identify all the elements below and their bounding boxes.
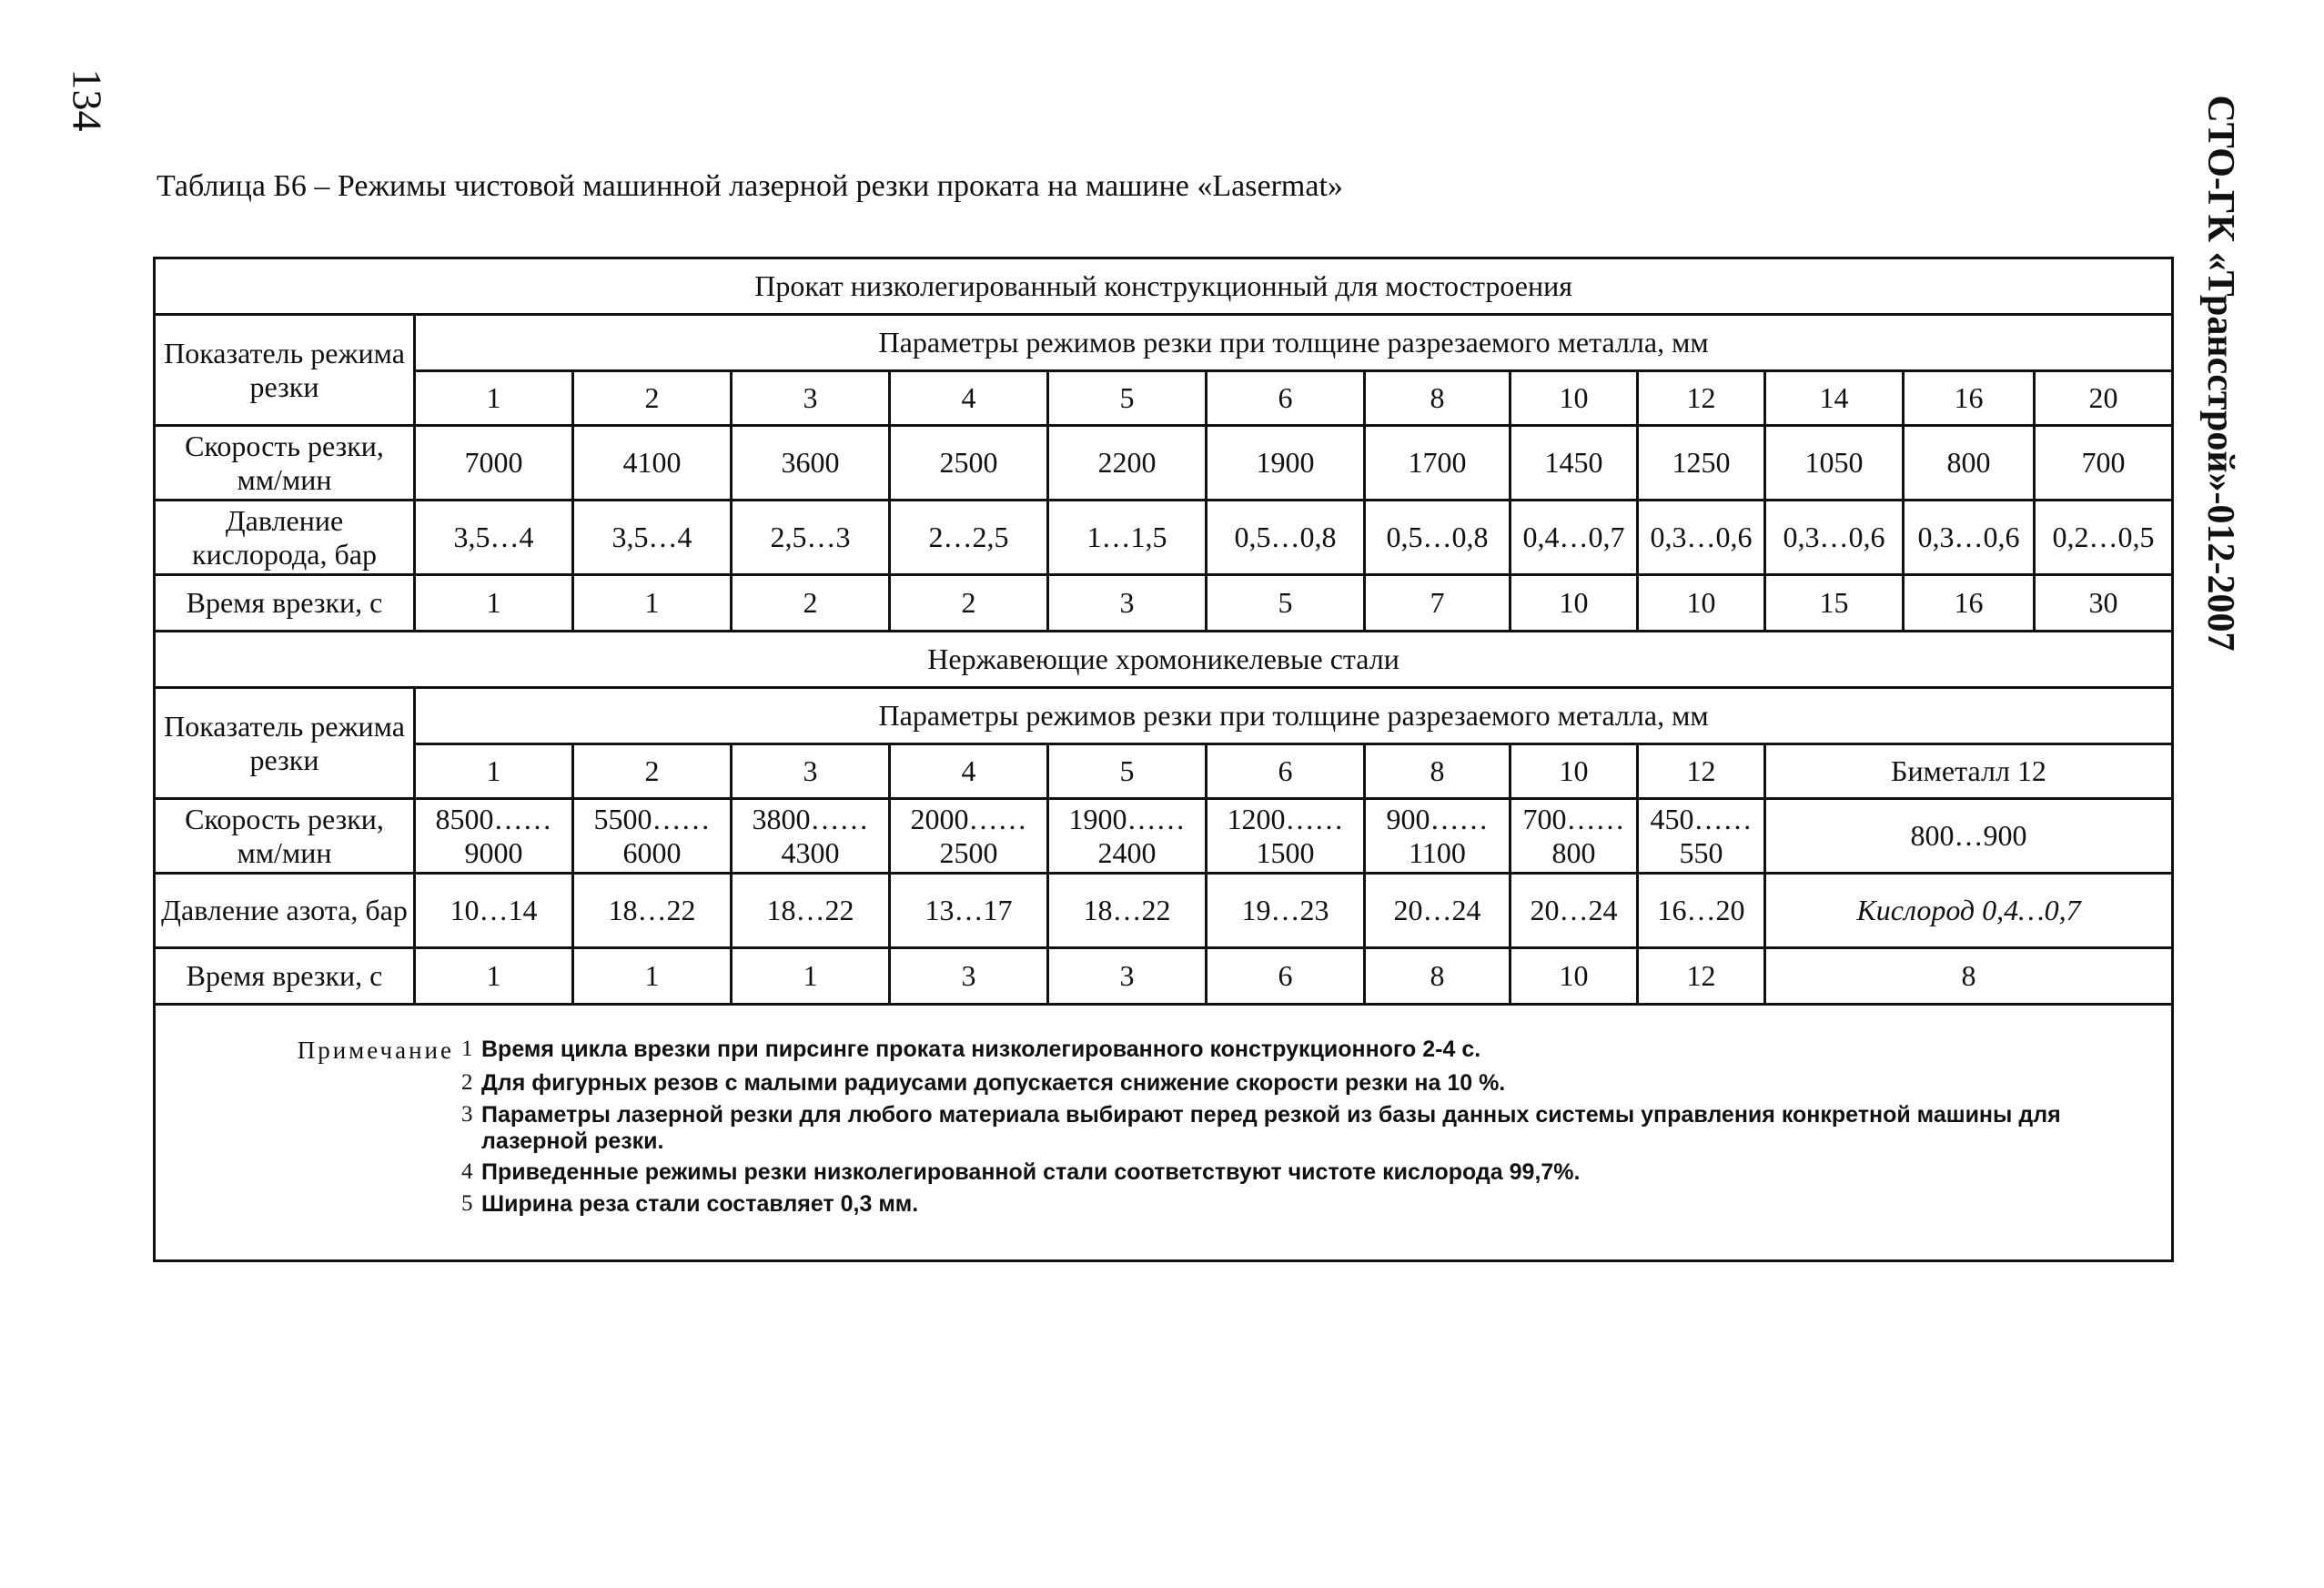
section1-value-cell: 2 bbox=[732, 575, 890, 632]
section1-value-cell: 7 bbox=[1365, 575, 1511, 632]
section1-value-cell: 16 bbox=[1904, 575, 2035, 632]
table-caption: Таблица Б6 – Режимы чистовой машинной лазерной резки проката на машине «Lasermat» bbox=[157, 169, 1343, 203]
section2-value-cell: 3 bbox=[1048, 948, 1207, 1005]
section1-row-label: Время врезки, с bbox=[155, 575, 415, 632]
section2-value-cell: 20…24 bbox=[1365, 874, 1511, 948]
note-number: 1 bbox=[461, 1037, 473, 1061]
section1-value-cell: 3 bbox=[1048, 575, 1207, 632]
note-item bbox=[261, 1070, 2162, 1097]
section1-value-cell: 4100 bbox=[573, 426, 732, 501]
section2-value-cell: 10 bbox=[1511, 948, 1638, 1005]
section2-row-label: Время врезки, с bbox=[155, 948, 415, 1005]
section2-value-cell: 8500……9000 bbox=[415, 799, 573, 874]
section2-value-cell: 8 bbox=[1365, 948, 1511, 1005]
section2-value-cell: 16…20 bbox=[1638, 874, 1765, 948]
section1-thickness-cell: 1 bbox=[415, 371, 573, 426]
section2-thickness-cell: 12 bbox=[1638, 744, 1765, 799]
section2-value-cell: 2000……2500 bbox=[890, 799, 1048, 874]
section2-value-cell: 13…17 bbox=[890, 874, 1048, 948]
section2-value-cell: 900……1100 bbox=[1365, 799, 1511, 874]
section1-thickness-cell: 6 bbox=[1207, 371, 1365, 426]
section2-value-cell: 5500……6000 bbox=[573, 799, 732, 874]
section2-bimetal-cell: 8 bbox=[1765, 948, 2173, 1005]
section1-value-cell: 2,5…3 bbox=[732, 501, 890, 575]
section1-value-cell: 30 bbox=[2035, 575, 2173, 632]
section2-value-cell: 3 bbox=[890, 948, 1048, 1005]
section1-thickness-cell: 2 bbox=[573, 371, 732, 426]
section2-value-cell: 20…24 bbox=[1511, 874, 1638, 948]
section1-thickness-cell: 20 bbox=[2035, 371, 2173, 426]
section1-thickness-cell: 3 bbox=[732, 371, 890, 426]
note-text: Ширина реза стали составляет 0,3 мм. bbox=[481, 1191, 919, 1218]
section2-bimetal-cell: Кислород 0,4…0,7 bbox=[1765, 874, 2173, 948]
cutting-modes-table bbox=[153, 257, 2174, 1262]
section2-value-cell: 19…23 bbox=[1207, 874, 1365, 948]
section2-value-cell: 1200……1500 bbox=[1207, 799, 1365, 874]
note-item bbox=[261, 1159, 2162, 1186]
note-item bbox=[261, 1037, 2162, 1065]
section2-value-cell: 1 bbox=[415, 948, 573, 1005]
notes-heading bbox=[261, 1102, 461, 1155]
notes-heading bbox=[261, 1070, 461, 1097]
note-text: Приведенные режимы резки низколегированной стали соответствуют чистоте кислорода 99,7%. bbox=[481, 1159, 1581, 1186]
section1-value-cell: 2 bbox=[890, 575, 1048, 632]
section1-indicator-header: Показатель режима резки bbox=[155, 315, 415, 426]
note-number: 5 bbox=[461, 1191, 473, 1217]
section2-thickness-cell: 4 bbox=[890, 744, 1048, 799]
section1-value-cell: 800 bbox=[1904, 426, 2035, 501]
section1-thickness-cell: 10 bbox=[1511, 371, 1638, 426]
section2-value-cell: 450……550 bbox=[1638, 799, 1765, 874]
section1-value-cell: 15 bbox=[1765, 575, 1904, 632]
section1-value-cell: 3,5…4 bbox=[415, 501, 573, 575]
notes-cell bbox=[155, 1005, 2173, 1261]
section2-thickness-cell: 8 bbox=[1365, 744, 1511, 799]
section1-value-cell: 10 bbox=[1511, 575, 1638, 632]
section2-value-cell: 18…22 bbox=[573, 874, 732, 948]
section2-thickness-cell: 10 bbox=[1511, 744, 1638, 799]
note-number: 4 bbox=[461, 1159, 473, 1185]
section1-value-cell: 2200 bbox=[1048, 426, 1207, 501]
section1-thickness-cell: 14 bbox=[1765, 371, 1904, 426]
section2-value-cell: 1 bbox=[573, 948, 732, 1005]
section2-thickness-cell: 1 bbox=[415, 744, 573, 799]
section1-value-cell: 2500 bbox=[890, 426, 1048, 501]
section1-value-cell: 0,5…0,8 bbox=[1365, 501, 1511, 575]
section1-value-cell: 1050 bbox=[1765, 426, 1904, 501]
section1-title: Прокат низколегированный конструкционный для мостостроения bbox=[155, 258, 2173, 315]
section1-params-header: Параметры режимов резки при толщине разрезаемого металла, мм bbox=[415, 315, 2173, 371]
document-code: СТО-ГК «Трансстрой»-012-2007 bbox=[2199, 95, 2241, 652]
section1-value-cell: 1250 bbox=[1638, 426, 1765, 501]
section1-value-cell: 3,5…4 bbox=[573, 501, 732, 575]
section1-thickness-cell: 16 bbox=[1904, 371, 2035, 426]
section1-value-cell: 0,3…0,6 bbox=[1765, 501, 1904, 575]
section2-thickness-cell: 2 bbox=[573, 744, 732, 799]
section2-thickness-cell: 5 bbox=[1048, 744, 1207, 799]
section1-value-cell: 7000 bbox=[415, 426, 573, 501]
section2-row-label: Скорость резки, мм/мин bbox=[155, 799, 415, 874]
section1-value-cell: 1 bbox=[415, 575, 573, 632]
section2-value-cell: 18…22 bbox=[732, 874, 890, 948]
section1-value-cell: 700 bbox=[2035, 426, 2173, 501]
section2-value-cell: 1900……2400 bbox=[1048, 799, 1207, 874]
section1-value-cell: 0,5…0,8 bbox=[1207, 501, 1365, 575]
section2-value-cell: 1 bbox=[732, 948, 890, 1005]
section1-row-label: Давление кислорода, бар bbox=[155, 501, 415, 575]
page-number: 134 bbox=[64, 68, 111, 132]
note-text: Время цикла врезки при пирсинге проката низколегированного конструкционного 2-4 с. bbox=[481, 1037, 1481, 1062]
section2-value-cell: 12 bbox=[1638, 948, 1765, 1005]
note-number: 3 bbox=[461, 1101, 473, 1127]
section2-thickness-cell: 3 bbox=[732, 744, 890, 799]
note-text: Для фигурных резов с малыми радиусами допускается снижение скорости резки на 10 %. bbox=[481, 1070, 1506, 1097]
section1-thickness-cell: 5 bbox=[1048, 371, 1207, 426]
section2-row-label: Давление азота, бар bbox=[155, 874, 415, 948]
section2-indicator-header: Показатель режима резки bbox=[155, 688, 415, 799]
section1-value-cell: 2…2,5 bbox=[890, 501, 1048, 575]
note-text: Параметры лазерной резки для любого материала выбирают перед резкой из базы данных системы управления конкретной машины для лазерной резки. bbox=[481, 1101, 2061, 1154]
note-item bbox=[261, 1102, 2162, 1155]
section1-value-cell: 0,3…0,6 bbox=[1638, 501, 1765, 575]
section2-value-cell: 3800……4300 bbox=[732, 799, 890, 874]
section1-value-cell: 3600 bbox=[732, 426, 890, 501]
section2-value-cell: 18…22 bbox=[1048, 874, 1207, 948]
section2-bimetal-cell: 800…900 bbox=[1765, 799, 2173, 874]
section1-thickness-cell: 8 bbox=[1365, 371, 1511, 426]
section1-value-cell: 0,3…0,6 bbox=[1904, 501, 2035, 575]
notes-heading: Примечание bbox=[297, 1037, 454, 1064]
section1-value-cell: 1 bbox=[573, 575, 732, 632]
section1-thickness-cell: 12 bbox=[1638, 371, 1765, 426]
section1-value-cell: 5 bbox=[1207, 575, 1365, 632]
section1-value-cell: 1…1,5 bbox=[1048, 501, 1207, 575]
section1-value-cell: 10 bbox=[1638, 575, 1765, 632]
section1-value-cell: 1450 bbox=[1511, 426, 1638, 501]
section2-value-cell: 6 bbox=[1207, 948, 1365, 1005]
section2-title: Нержавеющие хромоникелевые стали bbox=[155, 632, 2173, 688]
section1-row-label: Скорость резки, мм/мин bbox=[155, 426, 415, 501]
section2-thickness-cell: 6 bbox=[1207, 744, 1365, 799]
section2-bimetal-header: Биметалл 12 bbox=[1765, 744, 2173, 799]
section1-value-cell: 1900 bbox=[1207, 426, 1365, 501]
section2-params-header: Параметры режимов резки при толщине разрезаемого металла, мм bbox=[415, 688, 2173, 744]
note-number: 2 bbox=[461, 1070, 473, 1096]
note-item bbox=[261, 1191, 2162, 1218]
section1-value-cell: 0,2…0,5 bbox=[2035, 501, 2173, 575]
section2-value-cell: 700……800 bbox=[1511, 799, 1638, 874]
section1-thickness-cell: 4 bbox=[890, 371, 1048, 426]
notes-heading bbox=[261, 1191, 461, 1218]
section1-value-cell: 0,4…0,7 bbox=[1511, 501, 1638, 575]
section1-value-cell: 1700 bbox=[1365, 426, 1511, 501]
section2-value-cell: 10…14 bbox=[415, 874, 573, 948]
notes-heading bbox=[261, 1159, 461, 1186]
